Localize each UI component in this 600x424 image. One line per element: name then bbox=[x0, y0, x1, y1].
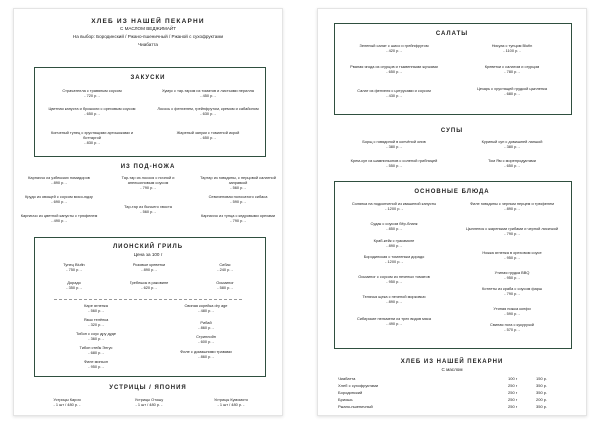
menu-item: Солянка на подкопченой из квашеной капусты - 1200 р. - bbox=[351, 201, 437, 211]
menu-item: Филе говядины с черным перцем и трюфелем - 890 р. - bbox=[470, 201, 554, 211]
menu-item: Карпаччо из узбекских помидоров - 890 р. - bbox=[28, 175, 90, 185]
menu-item: Устрицы Отошу - 1 шт / 480 р. - bbox=[134, 397, 164, 407]
bakery-subtitle: С МАСЛОМ ВЕДЖИМАЙТ bbox=[119, 26, 177, 31]
osnovnye-title: ОСНОВНЫЕ БЛЮДА bbox=[414, 189, 490, 195]
menu-item: Рибай - 860 р. - bbox=[198, 320, 214, 330]
menu-item: Куриный суп с домашней лапшой - 380 р. - bbox=[481, 139, 543, 149]
menu-item: Севиченовая полосатого сибаса - 590 р. - bbox=[208, 194, 268, 204]
menu-item: Копченый тунец с хрустящими артишоками и боттаргой - 830 р. - bbox=[51, 130, 133, 145]
menu-item: Телячья щека с печеной морковью - 890 р. - bbox=[362, 294, 426, 304]
zakuski-title: ЗАКУСКИ bbox=[130, 75, 166, 81]
menu-item: Страчателла с травяным соусом - 720 р. - bbox=[62, 88, 122, 98]
menu-item: Цыпленок с жареными грибами и черной лисичкой - 790 р. - bbox=[465, 226, 559, 236]
menu-item: Стриплойн - 600 р. - bbox=[196, 334, 216, 344]
grill-title: ЛИОНСКИЙ ГРИЛЬ bbox=[112, 244, 184, 250]
bread-row: Ржано-пшеничный 250 г 350 р. bbox=[338, 404, 548, 409]
bakery-header-left bbox=[14, 18, 282, 48]
oysters-title: УСТРИЦЫ / ЯПОНИЯ bbox=[109, 385, 187, 391]
menu-item: Котлеты из краба с соусом фарш - 790 р. - bbox=[481, 286, 543, 296]
menu-item: Жареный запуки с томатной икрой - 650 р. - bbox=[176, 130, 240, 140]
salaty-title: САЛАТЫ bbox=[435, 31, 469, 37]
menu-page-left bbox=[13, 8, 283, 416]
bakery-subtitle-right: С маслом bbox=[441, 367, 463, 372]
menu-item: Тартар из говядины, с перцовой салатной заправкой - 560 р. - bbox=[200, 175, 276, 190]
supy-title: СУПЫ bbox=[440, 128, 464, 134]
menu-item: Креветки с салатом и огурцом - 780 р. - bbox=[484, 64, 540, 74]
iz-pod-nozha-title: ИЗ ПОД-НОЖА bbox=[120, 164, 176, 170]
menu-item: Рваная ягода из огурцов и тыквенными жучками - 650 р. - bbox=[350, 64, 438, 74]
bread-row: Бриошь 250 г 200 р. bbox=[338, 397, 548, 402]
menu-item: Свиная нога с кукурузой - 570 р. - bbox=[490, 322, 534, 332]
menu-item: Судак с соусом бёр-бланк - 850 р. - bbox=[370, 221, 418, 231]
bread-row: Бородинский 250 г 350 р. bbox=[338, 390, 548, 395]
grill-divider bbox=[54, 299, 242, 300]
menu-item: Цветная капуста и брокколи с ореховым соусом - 650 р. - bbox=[48, 106, 136, 116]
menu-item: Гребешок в раковине - 620 р. - bbox=[129, 280, 169, 290]
menu-item: Язык телёнка - 320 р. - bbox=[83, 317, 109, 327]
menu-item: Устрицы Кароя - 1 шт / 480 р. - bbox=[53, 397, 81, 407]
menu-item: Тар-тар из бычьего хвоста - 560 р. - bbox=[124, 204, 172, 214]
menu-item: Борщ с говядиной в копчёной олив - 380 р. - bbox=[362, 139, 426, 149]
bread-row: Чиабатта 100 г 150 р. bbox=[338, 376, 548, 381]
menu-item: Тунец Blufin - 750 р. - bbox=[63, 262, 85, 272]
menu-item: Краб-кейк с гуакамоле - 890 р. - bbox=[373, 238, 415, 248]
bakery-title-right: ХЛЕБ ИЗ НАШЕЙ ПЕКАРНИ bbox=[400, 359, 504, 365]
menu-item: Осьминог с соусом из печеных томатов - 950 р. - bbox=[358, 274, 430, 284]
menu-page-right bbox=[317, 8, 587, 416]
menu-item: Карпаччо из цветной капусты с трюфелем - 490 р. - bbox=[20, 213, 98, 223]
menu-item: Дорадо - 350 р. - bbox=[66, 280, 82, 290]
menu-item: Бородинская с томленым дорадо - 1200 р. - bbox=[363, 254, 425, 264]
menu-item: Крем-суп из шампиньонов с соленой грибницей - 550 р. - bbox=[350, 158, 438, 168]
menu-item: Том Ям с морепродуктами - 650 р. - bbox=[488, 158, 536, 168]
menu-item: Осьминог - 580 р. - bbox=[216, 280, 234, 290]
menu-item: Свиная корейка dry age - 480 р. - bbox=[184, 303, 228, 313]
bakery-choice-line: На выбор: Бородинский / Ржано-пшеничный / Ржаной с сухофруктами bbox=[72, 34, 224, 39]
grill-subtitle: Цена за 100 г bbox=[133, 252, 163, 257]
menu-item: Устрицы Кумомото - 1 шт / 480 р. - bbox=[213, 397, 249, 407]
menu-item: Утиная ножка конфи - 590 р. - bbox=[493, 306, 531, 316]
menu-item: Ножка ягненка в ореховом соусе - 950 р. - bbox=[482, 250, 542, 260]
menu-item: Тибон стейк Энгус - 680 р. - bbox=[79, 345, 113, 355]
menu-item: Салат из фенхеля с цитрусами и соусом - 430 р. - bbox=[357, 88, 431, 98]
bread-row: Хлеб с сухофруктами 250 г 350 р. bbox=[338, 383, 548, 388]
menu-item: Каре ягненка - 560 р. - bbox=[84, 303, 108, 313]
bakery-note: Чиабатта bbox=[138, 42, 158, 47]
bakery-title: ХЛЕБ ИЗ НАШЕЙ ПЕКАРНИ bbox=[91, 18, 205, 25]
menu-item: Крудо из овощей с соусом мисо-юдзу - 690 р. - bbox=[25, 194, 93, 204]
menu-item: Розовые креветки - 890 р. - bbox=[132, 262, 166, 272]
menu-item: Филе с домашними травами - 860 р. - bbox=[180, 349, 232, 359]
menu-item: Филе миньон - 950 р. - bbox=[84, 359, 108, 369]
menu-item: Нисуаз с тунцом Blufin - 1100 р. - bbox=[491, 43, 533, 53]
menu-item: Сибас - 240 р. - bbox=[217, 262, 233, 272]
menu-item: Тибон с соус дру дуде - 360 р. - bbox=[76, 331, 116, 341]
menu-item: Хумус с тар-таром из томатов и листьями перилла - 450 р. - bbox=[162, 88, 254, 98]
menu-item: Тар-тар из лосося с ночной и апельсиновым соусом - 790 р. - bbox=[121, 175, 175, 190]
menu-item: Карпаччо из тунца с кедровыми орехами - 790 р. - bbox=[200, 213, 276, 223]
menu-item: Зеленый салат с шисо и грейпфрутом - 420 р. - bbox=[359, 43, 429, 53]
menu-item: Утиная грудка BBQ - 950 р. - bbox=[494, 270, 530, 280]
menu-item: Лосось с фенхелем, грейпфрутом, кремом и сабайоном - 630 р. - bbox=[157, 106, 259, 116]
menu-item: Цезарь с хрустящей грудкой цыпленка - 680 р. - bbox=[476, 86, 548, 96]
menu-item: Сибирские пельмени из трех видов мяса - 490 р. - bbox=[356, 316, 432, 326]
